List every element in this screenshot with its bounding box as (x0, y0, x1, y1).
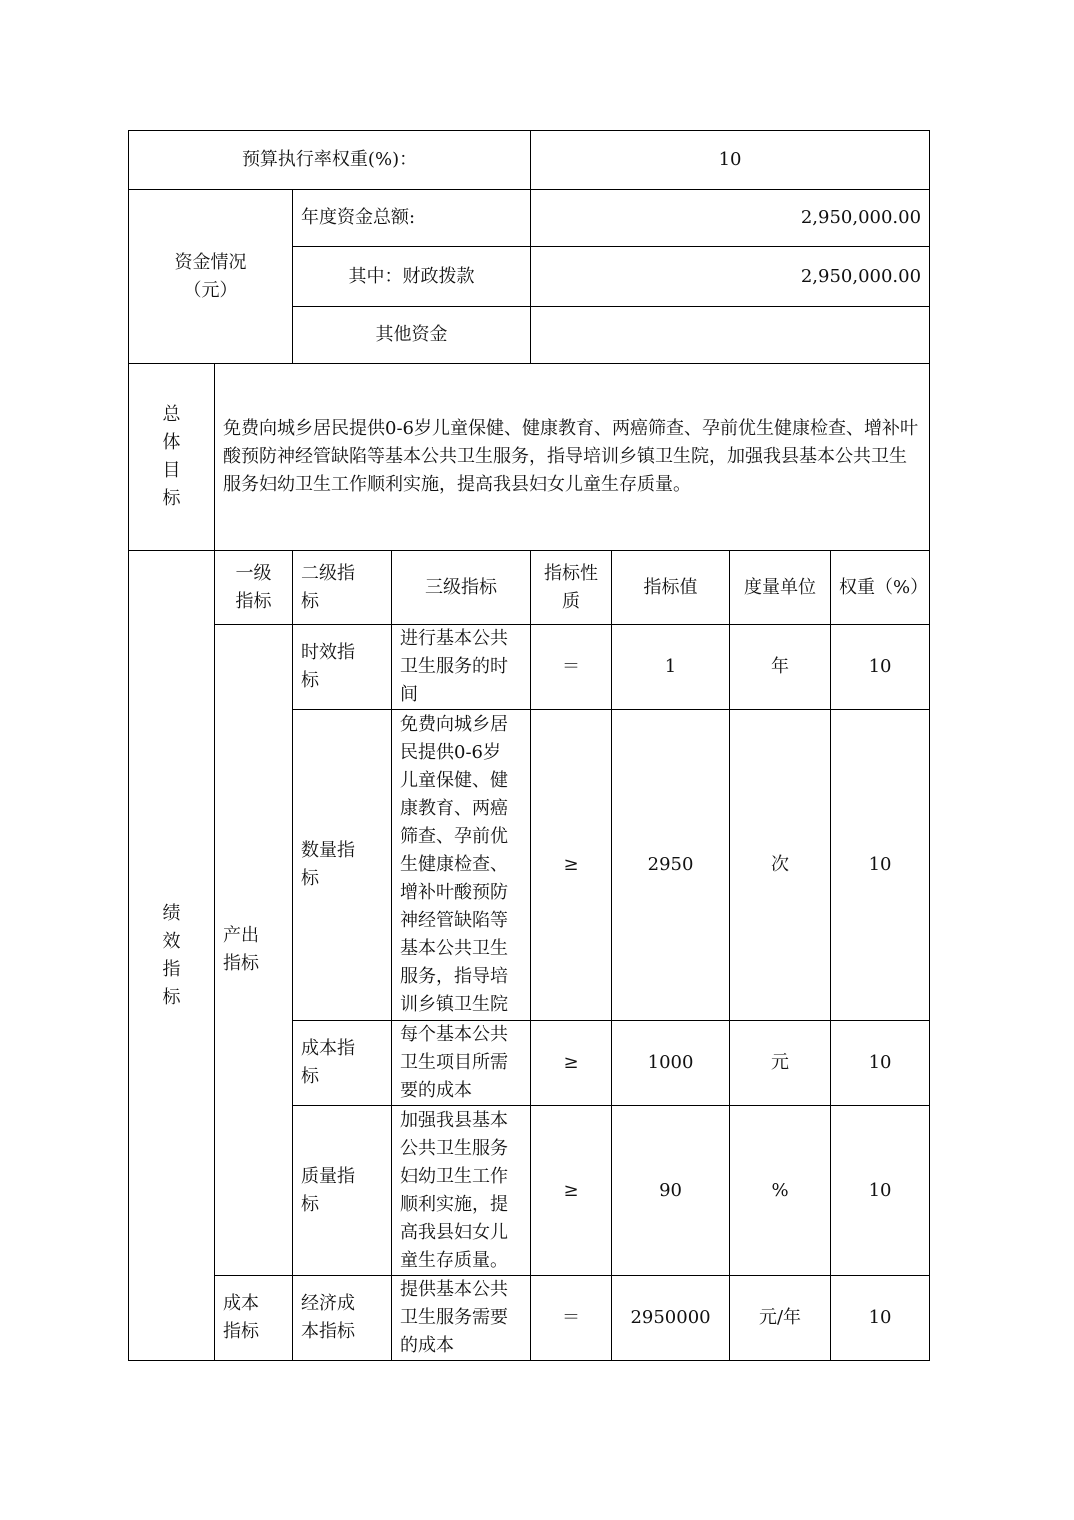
value-cell: 1 (612, 625, 730, 710)
header-level1: 一级 指标 (215, 551, 293, 625)
header-level2: 二级指 标 (293, 551, 392, 625)
weight-cell: 10 (831, 710, 930, 1021)
fiscal-allocation-label: 其中：财政拨款 (293, 247, 531, 307)
level3-cell: 每个基本公共 卫生项目所需 要的成本 (392, 1021, 531, 1106)
header-level3: 三级指标 (392, 551, 531, 625)
header-value: 指标值 (612, 551, 730, 625)
other-funds-value (531, 307, 930, 364)
nature-cell: ＝ (531, 1276, 612, 1361)
annual-total-value: 2,950,000.00 (531, 190, 930, 247)
budget-rate-value: 10 (531, 131, 930, 190)
value-cell: 1000 (612, 1021, 730, 1106)
weight-cell: 10 (831, 625, 930, 710)
nature-cell: ≥ (531, 710, 612, 1021)
nature-cell: ≥ (531, 1021, 612, 1106)
performance-target-table (128, 130, 930, 1361)
value-cell: 2950 (612, 710, 730, 1021)
level2-cell: 成本指 标 (293, 1021, 392, 1106)
overall-goal-text: 免费向城乡居民提供0-6岁儿童保健、健康教育、两癌筛查、孕前优生健康检查、增补叶酸预防神经管缺陷等基本公共卫生服务，指导培训乡镇卫生院，加强我县基本公共卫生服务妇幼卫生工作顺利实施，提高我县妇女儿童生存质量。 (215, 364, 930, 551)
fiscal-allocation-value: 2,950,000.00 (531, 247, 930, 307)
level3-cell: 进行基本公共 卫生服务的时 间 (392, 625, 531, 710)
unit-cell: 次 (730, 710, 831, 1021)
level2-cell: 质量指 标 (293, 1106, 392, 1276)
header-unit: 度量单位 (730, 551, 831, 625)
header-weight: 权重（%） (831, 551, 930, 625)
unit-cell: 元 (730, 1021, 831, 1106)
level2-cell: 时效指 标 (293, 625, 392, 710)
weight-cell: 10 (831, 1276, 930, 1361)
level2-cell: 数量指 标 (293, 710, 392, 1021)
performance-label: 绩 效 指 标 (129, 551, 215, 1361)
annual-total-label: 年度资金总额: (293, 190, 531, 247)
unit-cell: % (730, 1106, 831, 1276)
value-cell: 2950000 (612, 1276, 730, 1361)
budget-rate-label: 预算执行率权重(%)： (129, 131, 531, 190)
nature-cell: ＝ (531, 625, 612, 710)
unit-cell: 元/年 (730, 1276, 831, 1361)
level3-cell: 免费向城乡居 民提供0-6岁 儿童保健、健 康教育、两癌 筛查、孕前优 生健康检查、 增补叶酸预防 神经管缺陷等 基本公共卫生 服务，指导培 训乡镇卫生院 (392, 710, 531, 1021)
header-nature: 指标性 质 (531, 551, 612, 625)
other-funds-label: 其他资金 (293, 307, 531, 364)
output-indicator-label: 产出 指标 (215, 625, 293, 1276)
weight-cell: 10 (831, 1021, 930, 1106)
level2-cell: 经济成 本指标 (293, 1276, 392, 1361)
value-cell: 90 (612, 1106, 730, 1276)
overall-goal-label: 总 体 目 标 (129, 364, 215, 551)
weight-cell: 10 (831, 1106, 930, 1276)
level3-cell: 提供基本公共 卫生服务需要 的成本 (392, 1276, 531, 1361)
level3-cell: 加强我县基本 公共卫生服务 妇幼卫生工作 顺利实施，提 高我县妇女儿 童生存质量。 (392, 1106, 531, 1276)
funds-label: 资金情况 （元） (129, 190, 293, 364)
nature-cell: ≥ (531, 1106, 612, 1276)
unit-cell: 年 (730, 625, 831, 710)
cost-indicator-label: 成本 指标 (215, 1276, 293, 1361)
